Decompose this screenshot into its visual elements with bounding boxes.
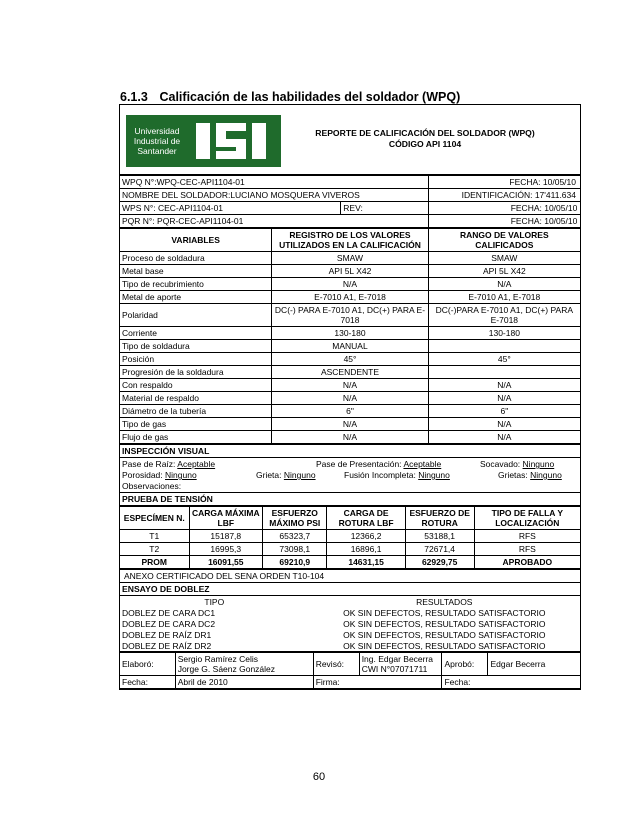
variable-value: N/A: [272, 379, 428, 392]
variable-value: E-7010 A1, E-7018: [272, 291, 428, 304]
wps-rev: REV:: [341, 202, 428, 215]
section-number: 6.1.3: [120, 90, 148, 104]
variable-name: Flujo de gas: [120, 431, 272, 444]
reviewed-by: Ing. Edgar Becerra CWI N°07071711: [359, 653, 442, 676]
observations: Observaciones:: [122, 481, 182, 491]
wpq-report: [119, 104, 581, 690]
tension-cell: 16995,3: [189, 543, 263, 556]
info-table: [120, 175, 580, 228]
university-logo: [126, 115, 281, 167]
wpq-number: WPQ N°:WPQ-CEC-API1104-01: [120, 176, 428, 189]
wpq-date: FECHA: 10/05/10: [428, 176, 580, 189]
tension-cell: T2: [120, 543, 189, 556]
bend-result: OK SIN DEFECTOS, RESULTADO SATISFACTORIO: [343, 629, 546, 640]
logo-line-3: Santander: [137, 146, 177, 156]
bend-result: OK SIN DEFECTOS, RESULTADO SATISFACTORIO: [343, 618, 546, 629]
values-header: REGISTRO DE LOS VALORES UTILIZADOS EN LA CALIFICACIÓN: [272, 229, 428, 252]
reviewed-by-label: Revisó:: [313, 653, 359, 676]
variable-name: Metal de aporte: [120, 291, 272, 304]
prepared-by-label: Elaboró:: [120, 653, 175, 676]
tension-header: CARGA DE ROTURA LBF: [327, 507, 405, 530]
variable-name: Progresión de la soldadura: [120, 366, 272, 379]
variable-value: DC(-) PARA E-7010 A1, DC(+) PARA E-7018: [272, 304, 428, 327]
variable-value: 130-180: [272, 327, 428, 340]
visual-inspection-table: [120, 444, 580, 506]
variable-value: 45°: [272, 353, 428, 366]
signature-label: Firma:: [313, 676, 442, 689]
tension-cell: 15187,8: [189, 530, 263, 543]
section-heading: [120, 90, 460, 104]
variable-name: Tipo de recubrimiento: [120, 278, 272, 291]
variable-range: N/A: [428, 418, 580, 431]
cracks: Grietas: Ninguno: [498, 470, 562, 480]
bend-type: DOBLEZ DE CARA DC1: [122, 607, 216, 618]
undercut: Socavado: Ninguno: [480, 459, 555, 469]
tension-cell: 65323,7: [263, 530, 327, 543]
tension-header: TIPO DE FALLA Y LOCALIZACIÓN: [474, 507, 580, 530]
variable-value: SMAW: [272, 252, 428, 265]
bend-results-header: RESULTADOS: [416, 596, 473, 607]
date-label-2: Fecha:: [442, 676, 580, 689]
bend-type-header: TIPO: [204, 596, 225, 607]
bend-test-body: [120, 596, 580, 652]
tension-average: 16091,55: [189, 556, 263, 569]
variable-value: N/A: [272, 278, 428, 291]
bend-result: OK SIN DEFECTOS, RESULTADO SATISFACTORIO: [343, 607, 546, 618]
variable-name: Material de respaldo: [120, 392, 272, 405]
wps-number: WPS N°: CEC-API1104-01: [120, 202, 341, 215]
variable-range: SMAW: [428, 252, 580, 265]
variable-name: Tipo de soldadura: [120, 340, 272, 353]
tension-cell: 53188,1: [405, 530, 474, 543]
tension-average: 62929,75: [405, 556, 474, 569]
variable-name: Tipo de gas: [120, 418, 272, 431]
tension-header: CARGA MÁXIMA LBF: [189, 507, 263, 530]
tension-result: APROBADO: [474, 556, 580, 569]
tension-header: ESFUERZO DE ROTURA: [405, 507, 474, 530]
variable-name: Corriente: [120, 327, 272, 340]
variable-name: Con respaldo: [120, 379, 272, 392]
date-value: Abril de 2010: [175, 676, 313, 689]
variable-range: 6": [428, 405, 580, 418]
welder-name: NOMBRE DEL SOLDADOR:LUCIANO MOSQUERA VIVEROS: [120, 189, 428, 202]
logo-line-2: Industrial de: [133, 136, 181, 146]
variable-value: N/A: [272, 392, 428, 405]
variable-name: Proceso de soldadura: [120, 252, 272, 265]
variable-range: E-7010 A1, E-7018: [428, 291, 580, 304]
variable-range: N/A: [428, 392, 580, 405]
bend-test-title: ENSAYO DE DOBLEZ: [120, 583, 580, 596]
variable-range: N/A: [428, 278, 580, 291]
variable-name: Posición: [120, 353, 272, 366]
section-title: Calificación de las habilidades del soldador (WPQ): [159, 90, 461, 104]
visual-inspection-title: INSPECCIÓN VISUAL: [120, 445, 580, 458]
variable-range: 45°: [428, 353, 580, 366]
uis-logo-mark: [194, 119, 270, 163]
root-pass: Pase de Raíz: Aceptable: [122, 459, 216, 469]
prepared-by: Sergio Ramírez Celis Jorge G. Sáenz González: [175, 653, 313, 676]
logo-line-1: Universidad: [134, 126, 180, 136]
tension-cell: 16896,1: [327, 543, 405, 556]
tension-cell: RFS: [474, 543, 580, 556]
variable-range: 130-180: [428, 327, 580, 340]
incomplete-fusion: Fusión Incompleta: Ninguno: [344, 470, 450, 480]
report-header: [120, 104, 580, 175]
wps-date: FECHA: 10/05/10: [428, 202, 580, 215]
tension-cell: 72671,4: [405, 543, 474, 556]
signatures-table: [120, 652, 580, 689]
variable-value: N/A: [272, 418, 428, 431]
bend-test-table: [120, 569, 580, 652]
tension-header: ESFUERZO MÁXIMO PSI: [263, 507, 327, 530]
welder-id: IDENTIFICACIÓN: 17'411.634: [428, 189, 580, 202]
variable-name: Diámetro de la tubería: [120, 405, 272, 418]
sena-annex: ANEXO CERTIFICADO DEL SENA ORDEN T10-104: [120, 570, 580, 583]
tension-cell: 12366,2: [327, 530, 405, 543]
variables-table: [120, 228, 580, 444]
date-label: Fecha:: [120, 676, 175, 689]
variable-value: MANUAL: [272, 340, 428, 353]
cap-pass: Pase de Presentación: Aceptable: [316, 459, 442, 469]
page-number: 60: [312, 771, 326, 783]
variable-name: Polaridad: [120, 304, 272, 327]
variable-value: 6": [272, 405, 428, 418]
tension-cell: 73098,1: [263, 543, 327, 556]
variable-name: Metal base: [120, 265, 272, 278]
tension-average: 69210,9: [263, 556, 327, 569]
variable-range: N/A: [428, 431, 580, 444]
variable-range: [428, 366, 580, 379]
report-title-block: [280, 128, 570, 150]
tension-test-table: [120, 506, 580, 569]
report-code: CÓDIGO API 1104: [388, 139, 462, 149]
variable-range: API 5L X42: [428, 265, 580, 278]
tension-cell: RFS: [474, 530, 580, 543]
range-header: RANGO DE VALORES CALIFICADOS: [428, 229, 580, 252]
variable-range: DC(-)PARA E-7010 A1, DC(+) PARA E-7018: [428, 304, 580, 327]
bend-result: OK SIN DEFECTOS, RESULTADO SATISFACTORIO: [343, 640, 546, 651]
crack: Grieta: Ninguno: [256, 470, 316, 480]
variable-range: [428, 340, 580, 353]
variable-range: N/A: [428, 379, 580, 392]
bend-type: DOBLEZ DE RAÍZ DR2: [122, 640, 212, 651]
tension-average: 14631,15: [327, 556, 405, 569]
tension-cell: T1: [120, 530, 189, 543]
approved-by: Edgar Becerra: [488, 653, 580, 676]
bend-type: DOBLEZ DE RAÍZ DR1: [122, 629, 212, 640]
variables-header: VARIABLES: [120, 229, 272, 252]
tension-average: PROM: [120, 556, 189, 569]
variable-value: API 5L X42: [272, 265, 428, 278]
report-title: REPORTE DE CALIFICACIÓN DEL SOLDADOR (WPQ): [315, 128, 535, 138]
tension-test-title: PRUEBA DE TENSIÓN: [120, 493, 580, 506]
variable-value: ASCENDENTE: [272, 366, 428, 379]
pqr-number: PQR N°: PQR-CEC-API1104-01: [120, 215, 428, 228]
pqr-date: FECHA: 10/05/10: [428, 215, 580, 228]
tension-header: ESPECÍMEN N.: [120, 507, 189, 530]
variable-value: N/A: [272, 431, 428, 444]
visual-inspection-body: [120, 458, 580, 493]
porosity: Porosidad: Ninguno: [122, 470, 197, 480]
approved-by-label: Aprobó:: [442, 653, 488, 676]
bend-type: DOBLEZ DE CARA DC2: [122, 618, 216, 629]
